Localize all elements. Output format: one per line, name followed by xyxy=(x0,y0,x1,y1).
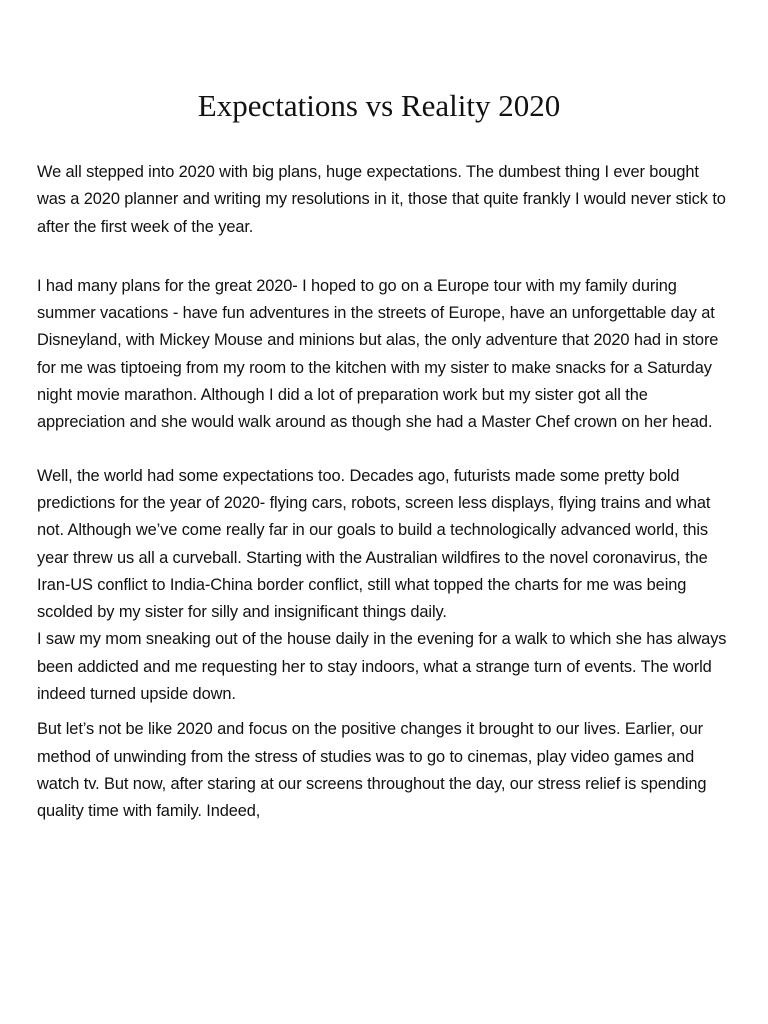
paragraph-spacer xyxy=(37,437,727,463)
paragraph-intro: We all stepped into 2020 with big plans, huge expectations. The dumbest thing I ever bought was a 2020 planner and writing my resolutions in it, those that quite frankly I would never stick to after the first week of the year. xyxy=(37,163,726,236)
document-title: Expectations vs Reality 2020 xyxy=(197,88,561,123)
paragraph-plans: I had many plans for the great 2020- I hoped to go on a Europe tour with my family during summer vacations - have fun adventures in the streets of Europe, have an unforgettable day at Disneyland, with Mickey Mouse and minions but alas, the only adventure that 2020 had in store for me was tiptoeing from my room to the kitchen with my sister to make snacks for a Saturday night movie marathon. Although I did a lot of preparation work but my sister got all the appreciation and she would walk around as though she had a Master Chef crown on her head. xyxy=(37,276,719,432)
paragraph-spacer xyxy=(37,241,727,273)
paragraph-spacer xyxy=(37,708,727,716)
document-body xyxy=(37,159,727,826)
paragraph-mom: I saw my mom sneaking out of the house daily in the evening for a walk to which she has always been addicted and me requesting her to stay indoors, what a strange turn of events. The world indeed turned upside down. xyxy=(37,630,727,704)
paragraph-positive-changes: But let’s not be like 2020 and focus on the positive changes it brought to our lives. Earlier, our method of unwinding from the stress of studies was to go to cinemas, play video games and watch tv. But now, after staring at our screens throughout the day, our stress relief is spending quality time with family. Indeed, xyxy=(37,720,707,821)
paragraph-world-expectations: Well, the world had some expectations too. Decades ago, futurists made some pretty bold predictions for the year of 2020- flying cars, robots, screen less displays, flying trains and what not. Although we’ve come really far in our goals to build a technologically advanced world, this year threw us all a curveball. Starting with the Australian wildfires to the novel coronavirus, the Iran-US conflict to India-China border conflict, still what topped the charts for me was being scolded by my sister for silly and insignificant things daily. xyxy=(37,466,711,622)
